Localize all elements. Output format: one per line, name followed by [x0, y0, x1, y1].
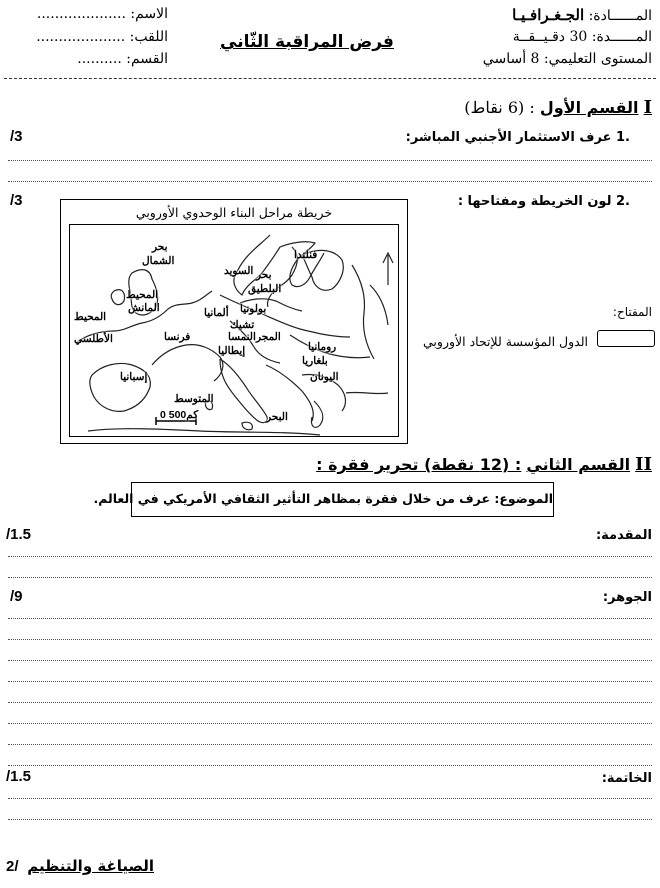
- conclusion-line-1[interactable]: [8, 798, 652, 799]
- legend-title: المفتاح:: [612, 305, 652, 319]
- legend-item-label: الدول المؤسسة للإتحاد الأوروبي: [423, 334, 588, 349]
- map-label-channel-1: المحيط: [126, 289, 159, 301]
- conclusion-score: /1.5: [6, 768, 32, 785]
- level-value: 8 أساسي: [482, 51, 540, 67]
- map-label-baltic-2: البلطيق: [248, 283, 282, 295]
- topic-box: الموضوع: عرف من خلال فقرة بمظاهر التأثير الثقافي الأمريكي في العالم.: [131, 482, 554, 517]
- map-label-north-sea-1: بحر: [152, 241, 168, 253]
- legend-swatch[interactable]: [597, 330, 655, 347]
- subject-label: المــــــادة:: [588, 8, 652, 24]
- map-label-channel-2: المانش: [128, 302, 160, 314]
- map-label-italy: إيطاليا: [218, 345, 246, 357]
- part1-title: القسم الأول: [539, 98, 639, 117]
- part1-points: : (6 نقاط): [464, 98, 535, 117]
- surname-line: [8, 29, 168, 45]
- body-line-2[interactable]: [8, 639, 652, 640]
- duration-label: المــــــدة:: [591, 29, 652, 45]
- level-label: المستوى التعليمي:: [543, 51, 652, 67]
- map-label-romania: رومانيا: [308, 341, 337, 353]
- intro-line-2[interactable]: [8, 577, 652, 578]
- name-line: [8, 6, 168, 22]
- intro-label: المقدمة:: [595, 528, 652, 543]
- map-label-france: فرنسا: [164, 331, 191, 343]
- body-line-1[interactable]: [8, 618, 652, 619]
- map-label-sweden: السويد: [224, 265, 254, 277]
- conclusion-line-2[interactable]: [8, 819, 652, 820]
- q2-text: [458, 194, 630, 209]
- map-label-austria: النمسا: [228, 331, 256, 343]
- map-label-baltic-1: بحر: [256, 269, 272, 281]
- map-label-bulgaria: بلغاريا: [302, 355, 328, 367]
- q2-label: لون الخريطة ومفتاحها :: [457, 194, 612, 209]
- map-label-ocean-2: الأطلسي: [74, 333, 113, 345]
- q1-answer-line-2[interactable]: [8, 181, 652, 182]
- map-label-poland: بولونيا: [240, 303, 267, 315]
- part2-numeral: II: [635, 454, 652, 475]
- europe-map[interactable]: [69, 224, 399, 437]
- body-line-7[interactable]: [8, 744, 652, 745]
- part2-title: القسم الثاني: [526, 455, 631, 474]
- map-label-finland: فنلندا: [294, 249, 318, 261]
- map-label-czech: تشيك: [230, 319, 255, 331]
- surname-dots[interactable]: ....................: [36, 29, 126, 45]
- body-line-6[interactable]: [8, 723, 652, 724]
- q1-label: عرف الاستثمار الأجنبي المباشر:: [405, 130, 612, 145]
- map-label-med-1: المتوسط: [174, 393, 214, 405]
- class-line: [8, 51, 168, 67]
- surname-label: اللقب:: [129, 29, 168, 45]
- q1-score: /3: [10, 128, 23, 145]
- name-dots[interactable]: ....................: [36, 6, 126, 22]
- footer-line: [6, 857, 154, 875]
- header-divider: [4, 78, 656, 79]
- class-dots[interactable]: ..........: [77, 51, 122, 67]
- body-line-3[interactable]: [8, 660, 652, 661]
- map-label-north-sea-2: الشمال: [142, 255, 175, 267]
- body-score: /9: [10, 588, 23, 605]
- name-label: الاسم:: [130, 6, 168, 22]
- class-label: القسم:: [126, 51, 168, 67]
- page-title: فرض المراقبة الثّاني: [220, 32, 394, 52]
- q1-answer-line-1[interactable]: [8, 160, 652, 161]
- subject-line: [512, 6, 652, 24]
- map-label-greece: اليونان: [310, 371, 339, 383]
- map-label-hungary: المجر: [256, 331, 281, 343]
- footer-score: 2/: [6, 858, 19, 875]
- map-title: خريطة مراحل البناء الوحدوي الأوروبي: [135, 205, 333, 220]
- q1-text: [406, 130, 630, 145]
- part2-points: : (12 نقطة) تحرير فقرة :: [316, 455, 522, 474]
- conclusion-label: الخاتمة:: [601, 771, 652, 786]
- part2-heading: [316, 454, 652, 475]
- map-label-spain: إسبانيا: [120, 371, 148, 383]
- intro-line-1[interactable]: [8, 556, 652, 557]
- part1-numeral: I: [643, 97, 652, 118]
- map-label-med-2: البحر: [266, 411, 288, 423]
- level-line: [483, 51, 652, 67]
- map-frame: [60, 199, 408, 444]
- q2-score: /3: [10, 192, 23, 209]
- body-label: الجوهر:: [602, 590, 652, 605]
- body-line-8[interactable]: [8, 765, 652, 766]
- map-label-germany: ألمانيا: [204, 307, 229, 319]
- body-line-4[interactable]: [8, 681, 652, 682]
- map-label-ocean-1: المحيط: [74, 311, 107, 323]
- subject-value: الجـغـرافـيـا: [512, 6, 585, 24]
- map-scale-label: 0 500كم: [160, 409, 199, 421]
- q2-num: .2: [616, 194, 630, 209]
- body-line-5[interactable]: [8, 702, 652, 703]
- part1-heading: [464, 97, 652, 118]
- duration-line: [513, 29, 652, 45]
- footer-label: الصياغة والتنظيم: [27, 857, 155, 875]
- intro-score: /1.5: [6, 526, 32, 543]
- duration-value: 30 دقـيــقــة: [512, 29, 588, 45]
- q1-num: .1: [616, 130, 630, 145]
